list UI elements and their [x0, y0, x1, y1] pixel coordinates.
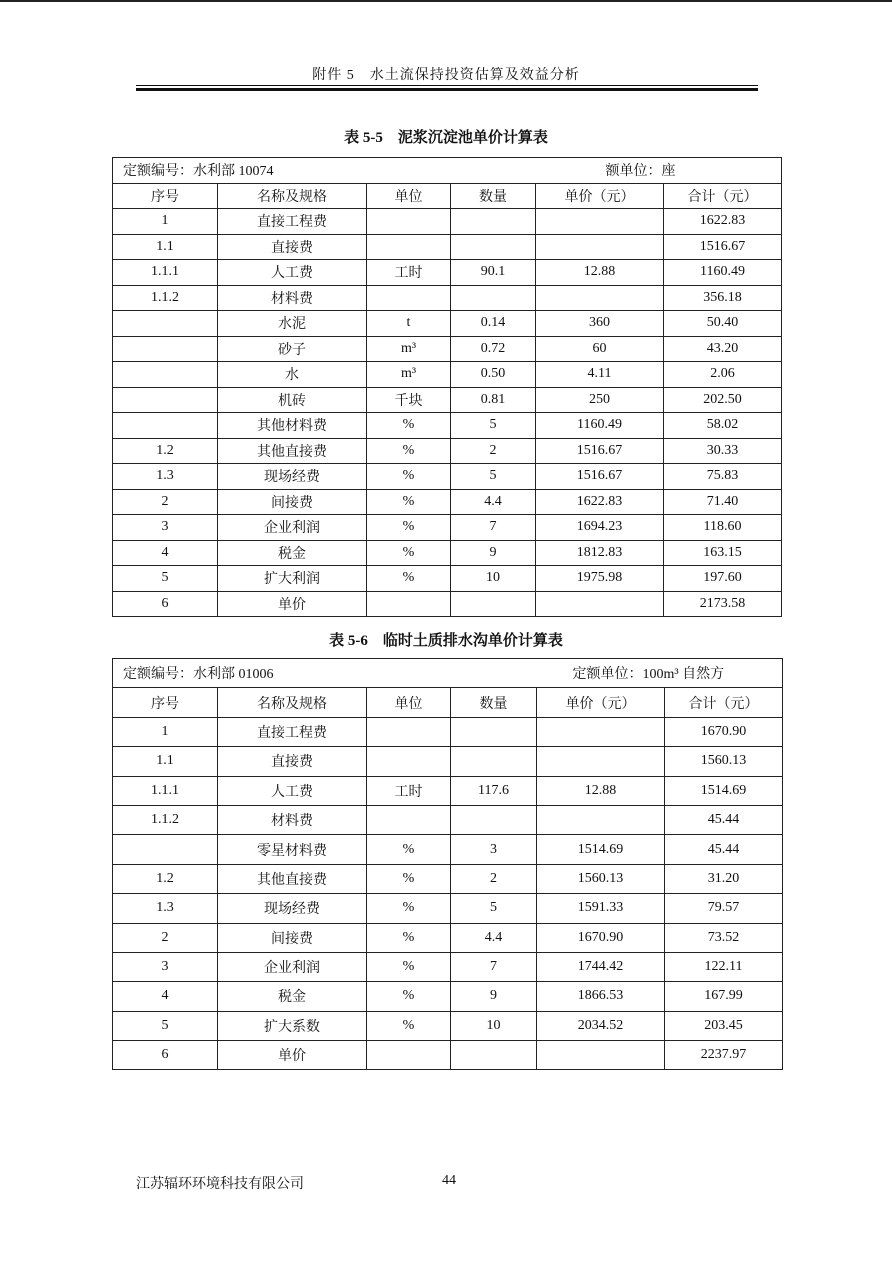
- table-cell: 167.99: [665, 982, 783, 1011]
- table-cell: 202.50: [664, 387, 782, 413]
- table-cell: 1560.13: [665, 747, 783, 776]
- table-cell: t: [367, 311, 451, 337]
- table-cell: 1975.98: [536, 566, 664, 592]
- table-row: [113, 362, 782, 388]
- table-cell: 材料费: [218, 805, 367, 834]
- table-row: [113, 438, 782, 464]
- table-cell: 1516.67: [664, 234, 782, 260]
- table-cell: 118.60: [664, 515, 782, 541]
- table-cell: 9: [451, 982, 537, 1011]
- table-cell: 1622.83: [664, 209, 782, 235]
- table-cell: [451, 285, 536, 311]
- column-header: 合计（元）: [665, 688, 783, 717]
- table-cell: 356.18: [664, 285, 782, 311]
- table-meta-row: [113, 158, 782, 184]
- table-cell: [536, 285, 664, 311]
- table-row: [113, 285, 782, 311]
- table-cell: 企业利润: [218, 952, 367, 981]
- quota-number: 定额编号：水利部 10074: [113, 158, 536, 184]
- table-cell: [536, 234, 664, 260]
- table-cell: 2: [113, 923, 218, 952]
- table-row: [113, 717, 783, 746]
- table-cell: 机砖: [218, 387, 367, 413]
- table-cell: 4: [113, 982, 218, 1011]
- table-cell: [367, 1041, 451, 1070]
- table-cell: 其他材料费: [218, 413, 367, 439]
- quota-unit: 定额单位：100m³ 自然方: [537, 659, 783, 688]
- table-cell: 直接费: [218, 747, 367, 776]
- table-row: [113, 413, 782, 439]
- table-cell: 203.45: [665, 1011, 783, 1040]
- table-row: [113, 923, 783, 952]
- table-cell: 2237.97: [665, 1041, 783, 1070]
- table-cell: [113, 311, 218, 337]
- table-cell: 1516.67: [536, 438, 664, 464]
- table-cell: 250: [536, 387, 664, 413]
- table-cell: 360: [536, 311, 664, 337]
- table-cell: [113, 387, 218, 413]
- table-cell: 10: [451, 566, 536, 592]
- table-cell: 4.4: [451, 489, 536, 515]
- table-cell: 1670.90: [665, 717, 783, 746]
- table-cell: 4: [113, 540, 218, 566]
- table-cell: %: [367, 982, 451, 1011]
- column-header: 名称及规格: [218, 688, 367, 717]
- table-cell: 1.1.1: [113, 260, 218, 286]
- table-cell: %: [367, 923, 451, 952]
- table-cell: %: [367, 464, 451, 490]
- table-cell: 90.1: [451, 260, 536, 286]
- column-header: 序号: [113, 183, 218, 209]
- table-cell: 45.44: [665, 805, 783, 834]
- table-cell: 58.02: [664, 413, 782, 439]
- table1-caption: 表 5-5 泥浆沉淀池单价计算表: [344, 130, 548, 146]
- table-cell: 直接工程费: [218, 209, 367, 235]
- table-header-row: [113, 688, 783, 717]
- table-row: [113, 311, 782, 337]
- column-header: 单位: [367, 183, 451, 209]
- table-cell: 1.3: [113, 464, 218, 490]
- table-row: [113, 1011, 783, 1040]
- table-row: [113, 591, 782, 617]
- table-cell: [367, 234, 451, 260]
- table-cell: 现场经费: [218, 894, 367, 923]
- column-header: 单位: [367, 688, 451, 717]
- table-row: [113, 489, 782, 515]
- table-cell: 扩大利润: [218, 566, 367, 592]
- table-cell: 1.1.2: [113, 805, 218, 834]
- table-cell: %: [367, 1011, 451, 1040]
- column-header: 序号: [113, 688, 218, 717]
- table-cell: [113, 835, 218, 864]
- table-cell: 1591.33: [537, 894, 665, 923]
- table-cell: 71.40: [664, 489, 782, 515]
- table-cell: %: [367, 864, 451, 893]
- table-cell: 1622.83: [536, 489, 664, 515]
- table-cell: 间接费: [218, 489, 367, 515]
- table-cell: [451, 717, 537, 746]
- table-cell: %: [367, 540, 451, 566]
- table-cell: 1.1.1: [113, 776, 218, 805]
- table-cell: 4.4: [451, 923, 537, 952]
- unit-price-table-sediment-tank: [112, 157, 782, 617]
- table-cell: 1560.13: [537, 864, 665, 893]
- page-number: 44: [442, 1173, 456, 1188]
- table-cell: 2173.58: [664, 591, 782, 617]
- table-cell: 7: [451, 515, 536, 541]
- table-cell: [367, 805, 451, 834]
- table-cell: %: [367, 894, 451, 923]
- table-cell: 9: [451, 540, 536, 566]
- table-cell: [537, 717, 665, 746]
- table-cell: 117.6: [451, 776, 537, 805]
- page-top-border: [0, 0, 892, 2]
- table-cell: [367, 747, 451, 776]
- table-cell: 75.83: [664, 464, 782, 490]
- table-cell: 197.60: [664, 566, 782, 592]
- table-cell: 7: [451, 952, 537, 981]
- table-cell: 0.14: [451, 311, 536, 337]
- table-cell: [113, 362, 218, 388]
- table-cell: 材料费: [218, 285, 367, 311]
- table-cell: %: [367, 413, 451, 439]
- unit-price-table-drainage-ditch: [112, 658, 783, 1070]
- table-cell: 1744.42: [537, 952, 665, 981]
- table-cell: [113, 413, 218, 439]
- table-cell: 5: [451, 894, 537, 923]
- table-cell: 6: [113, 1041, 218, 1070]
- table-cell: %: [367, 835, 451, 864]
- table-cell: 2: [451, 438, 536, 464]
- table-cell: [113, 336, 218, 362]
- table-cell: 0.81: [451, 387, 536, 413]
- table-cell: 5: [113, 566, 218, 592]
- table-row: [113, 540, 782, 566]
- column-header: 合计（元）: [664, 183, 782, 209]
- table-row: [113, 952, 783, 981]
- table-cell: 30.33: [664, 438, 782, 464]
- table-cell: 73.52: [665, 923, 783, 952]
- table-cell: 1514.69: [537, 835, 665, 864]
- table-cell: [451, 234, 536, 260]
- table-row: [113, 515, 782, 541]
- table-cell: 砂子: [218, 336, 367, 362]
- table-cell: 31.20: [665, 864, 783, 893]
- table-cell: [451, 747, 537, 776]
- table-row: [113, 805, 783, 834]
- table-cell: 1694.23: [536, 515, 664, 541]
- table-cell: m³: [367, 362, 451, 388]
- table-cell: 45.44: [665, 835, 783, 864]
- table-cell: 扩大系数: [218, 1011, 367, 1040]
- table-cell: 3: [113, 515, 218, 541]
- table-cell: 其他直接费: [218, 438, 367, 464]
- table-cell: 1514.69: [665, 776, 783, 805]
- column-header: 名称及规格: [218, 183, 367, 209]
- table-row: [113, 835, 783, 864]
- table-cell: 直接费: [218, 234, 367, 260]
- table-cell: 1516.67: [536, 464, 664, 490]
- header-rule-thin: [136, 85, 758, 86]
- table-cell: 1160.49: [664, 260, 782, 286]
- table-cell: %: [367, 489, 451, 515]
- table-cell: 12.88: [537, 776, 665, 805]
- table-cell: 人工费: [218, 260, 367, 286]
- table-cell: %: [367, 952, 451, 981]
- running-header: 附件 5 水土流保持投资估算及效益分析: [312, 68, 580, 83]
- quota-number: 定额编号：水利部 01006: [113, 659, 537, 688]
- table-cell: [367, 209, 451, 235]
- table-cell: 5: [113, 1011, 218, 1040]
- table-cell: 3: [451, 835, 537, 864]
- table-cell: 3: [113, 952, 218, 981]
- table2-caption: 表 5-6 临时土质排水沟单价计算表: [329, 633, 563, 649]
- table-cell: 1160.49: [536, 413, 664, 439]
- table-cell: 1866.53: [537, 982, 665, 1011]
- table-header-row: [113, 183, 782, 209]
- table-cell: 水: [218, 362, 367, 388]
- table-cell: 直接工程费: [218, 717, 367, 746]
- table-cell: [537, 747, 665, 776]
- table-cell: 60: [536, 336, 664, 362]
- table-cell: 2034.52: [537, 1011, 665, 1040]
- table-cell: 0.72: [451, 336, 536, 362]
- table-cell: [536, 209, 664, 235]
- table-cell: 5: [451, 464, 536, 490]
- column-header: 数量: [451, 688, 537, 717]
- table-cell: [451, 209, 536, 235]
- table-cell: 163.15: [664, 540, 782, 566]
- table-cell: %: [367, 438, 451, 464]
- table-cell: 43.20: [664, 336, 782, 362]
- table-cell: 122.11: [665, 952, 783, 981]
- table-cell: %: [367, 515, 451, 541]
- table-row: [113, 776, 783, 805]
- table-row: [113, 260, 782, 286]
- table-cell: [451, 1041, 537, 1070]
- table-cell: 4.11: [536, 362, 664, 388]
- table-cell: 1.2: [113, 864, 218, 893]
- table-cell: [536, 591, 664, 617]
- table-cell: 12.88: [536, 260, 664, 286]
- table-cell: 1812.83: [536, 540, 664, 566]
- table-row: [113, 209, 782, 235]
- table-cell: 1.1: [113, 234, 218, 260]
- table-cell: [451, 591, 536, 617]
- table-cell: 人工费: [218, 776, 367, 805]
- table-cell: 其他直接费: [218, 864, 367, 893]
- table-cell: [537, 805, 665, 834]
- table-cell: %: [367, 566, 451, 592]
- table-cell: 税金: [218, 540, 367, 566]
- table-cell: [451, 805, 537, 834]
- table-cell: 2.06: [664, 362, 782, 388]
- table-cell: 间接费: [218, 923, 367, 952]
- table-cell: 1.1.2: [113, 285, 218, 311]
- table-cell: 1.3: [113, 894, 218, 923]
- table-cell: 水泥: [218, 311, 367, 337]
- table-row: [113, 747, 783, 776]
- table-cell: [367, 717, 451, 746]
- table-row: [113, 464, 782, 490]
- table-cell: 单价: [218, 591, 367, 617]
- table-cell: 1670.90: [537, 923, 665, 952]
- table-cell: 10: [451, 1011, 537, 1040]
- table-cell: [537, 1041, 665, 1070]
- table-row: [113, 894, 783, 923]
- table-cell: 工时: [367, 776, 451, 805]
- table-cell: 1: [113, 717, 218, 746]
- table-cell: 单价: [218, 1041, 367, 1070]
- table-row: [113, 336, 782, 362]
- table-meta-row: [113, 659, 783, 688]
- table-row: [113, 234, 782, 260]
- footer-company: 江苏辐环环境科技有限公司: [136, 1177, 304, 1192]
- table-cell: 零星材料费: [218, 835, 367, 864]
- table-cell: 现场经费: [218, 464, 367, 490]
- table-row: [113, 864, 783, 893]
- table-cell: 6: [113, 591, 218, 617]
- table-row: [113, 566, 782, 592]
- table-cell: 2: [451, 864, 537, 893]
- table-cell: 千块: [367, 387, 451, 413]
- table-cell: 2: [113, 489, 218, 515]
- table-cell: 工时: [367, 260, 451, 286]
- table-cell: 1.2: [113, 438, 218, 464]
- table-cell: 1: [113, 209, 218, 235]
- table-row: [113, 982, 783, 1011]
- quota-unit: 额单位：座: [536, 158, 782, 184]
- table-row: [113, 387, 782, 413]
- column-header: 单价（元）: [536, 183, 664, 209]
- table-cell: [367, 285, 451, 311]
- table-cell: m³: [367, 336, 451, 362]
- column-header: 单价（元）: [537, 688, 665, 717]
- header-rule-thick: [136, 88, 758, 91]
- table-cell: 企业利润: [218, 515, 367, 541]
- table-cell: 税金: [218, 982, 367, 1011]
- table-cell: [367, 591, 451, 617]
- table-cell: 50.40: [664, 311, 782, 337]
- table-cell: 0.50: [451, 362, 536, 388]
- table-cell: 5: [451, 413, 536, 439]
- table-cell: 1.1: [113, 747, 218, 776]
- column-header: 数量: [451, 183, 536, 209]
- table-cell: 79.57: [665, 894, 783, 923]
- table-row: [113, 1041, 783, 1070]
